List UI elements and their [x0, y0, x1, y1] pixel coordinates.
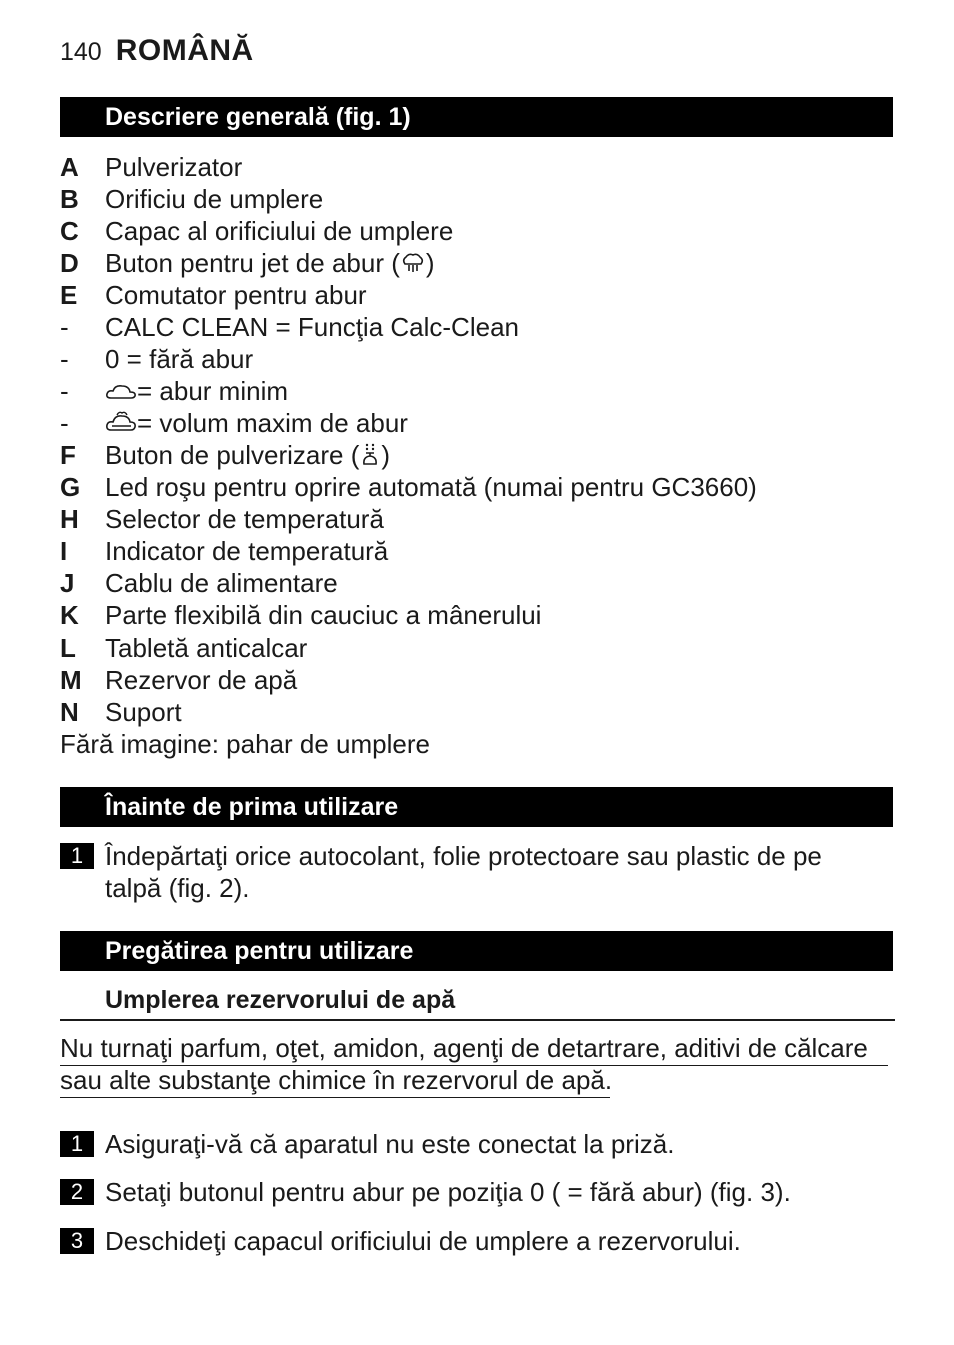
list-item: F Buton de pulverizare ( )	[60, 439, 390, 471]
step-number: 3	[60, 1228, 94, 1254]
no-image-note: Fără imagine: pahar de umplere	[60, 729, 430, 759]
list-item: B Orificiu de umplere	[60, 184, 324, 214]
step-number: 1	[60, 843, 94, 869]
cloud-minimum-icon	[105, 377, 137, 409]
list-item: E Comutator pentru abur	[60, 280, 367, 310]
list-item: I Indicator de temperatură	[60, 536, 389, 566]
list-item: - CALC CLEAN = Funcţia Calc-Clean	[60, 312, 519, 342]
list-item: G Led roşu pentru oprire automată (numai pentru GC3660)	[60, 472, 757, 502]
step-item: 1 Îndepărtaţi orice autocolant, folie protectoare sau plastic de pe	[60, 840, 822, 872]
list-item: - = volum maxim de abur	[60, 407, 408, 439]
list-item: H Selector de temperatură	[60, 504, 384, 534]
step-number: 1	[60, 1131, 94, 1157]
steam-burst-icon	[400, 249, 426, 281]
list-item: N Suport	[60, 697, 182, 727]
page-number: 140	[60, 38, 102, 66]
subsection-title-filling-tank: Umplerea rezervorului de apă	[105, 986, 456, 1014]
cloud-maximum-icon	[105, 409, 137, 441]
warning-text: Nu turnaţi parfum, oţet, amidon, agenţi de detartrare, aditivi de călcare	[60, 1033, 868, 1063]
list-item: D Buton pentru jet de abur ( )	[60, 247, 435, 279]
step-item: 2 Setaţi butonul pentru abur pe poziţia 0 ( = fără abur) (fig. 3).	[60, 1176, 791, 1208]
step-number: 2	[60, 1179, 94, 1205]
section-title-before-first-use: Înainte de prima utilizare	[60, 787, 893, 827]
step-continuation: talpă (fig. 2).	[105, 873, 250, 903]
page-header	[60, 34, 254, 74]
list-item: M Rezervor de apă	[60, 665, 298, 695]
list-item: - = abur minim	[60, 375, 288, 407]
step-item: 1 Asiguraţi-vă că aparatul nu este conectat la priză.	[60, 1128, 674, 1160]
subsection-divider	[60, 1019, 895, 1021]
section-title-preparation: Pregătirea pentru utilizare	[60, 931, 893, 971]
warning-text: sau alte substanţe chimice în rezervorul de apă.	[60, 1065, 613, 1095]
section-title-general-description: Descriere generală (fig. 1)	[60, 97, 893, 137]
spray-icon	[359, 441, 381, 473]
list-item: - 0 = fără abur	[60, 344, 254, 374]
warning-underline	[60, 1097, 610, 1098]
list-item: A Pulverizator	[60, 152, 243, 182]
step-item: 3 Deschideţi capacul orificiului de umplere a rezervorului.	[60, 1225, 741, 1257]
list-item: C Capac al orificiului de umplere	[60, 216, 454, 246]
list-item: L Tabletă anticalcar	[60, 633, 308, 663]
language-title: ROMÂNĂ	[115, 34, 254, 67]
list-item: J Cablu de alimentare	[60, 568, 338, 598]
list-item: K Parte flexibilă din cauciuc a mânerului	[60, 600, 542, 630]
